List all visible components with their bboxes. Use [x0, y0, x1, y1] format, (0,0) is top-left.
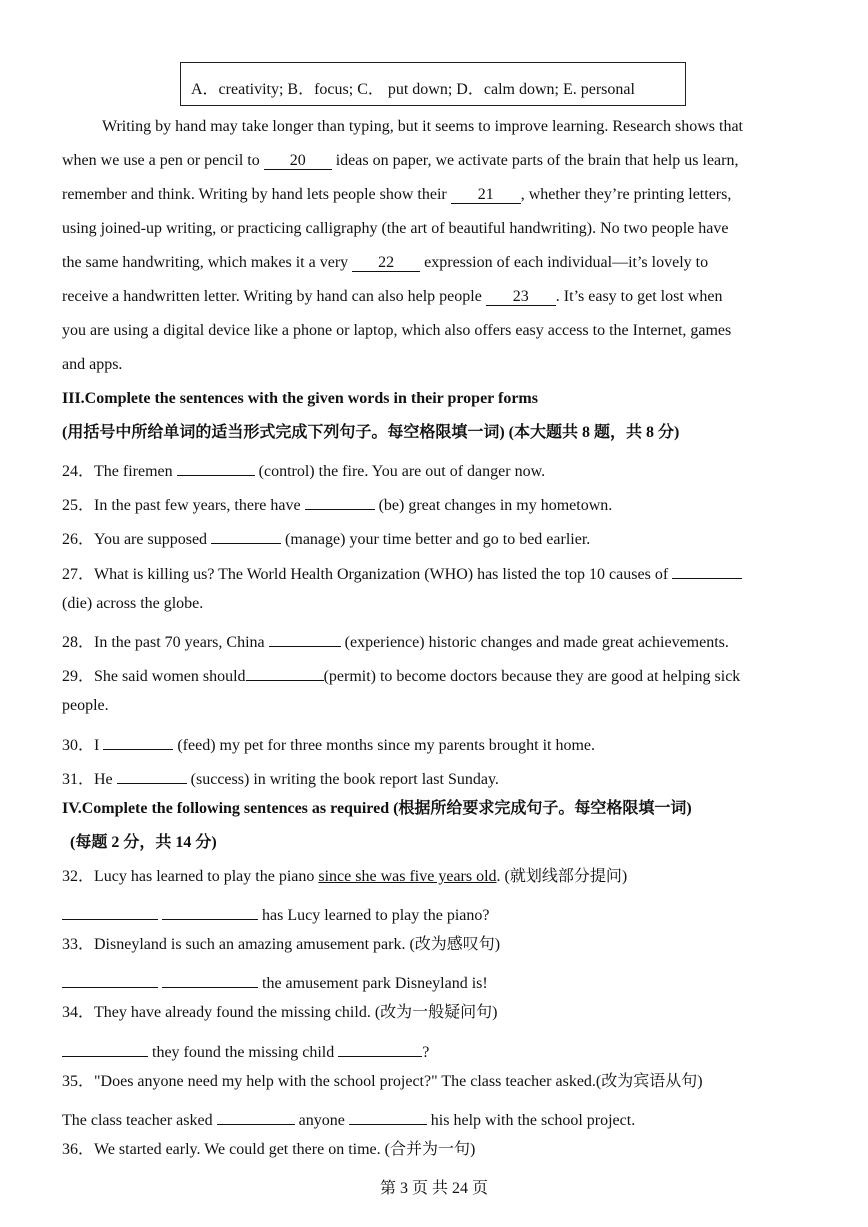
section-3-subtitle: (用括号中所给单词的适当形式完成下列句子。每空格限填一词) (本大题共 8 题，共 8 分): [62, 424, 680, 441]
answer-blank[interactable]: [338, 1038, 422, 1057]
page-footer: 第 3 页 共 24 页: [379, 1180, 488, 1197]
passage-line: remember and think. Writing by hand lets people show their 21 , whether they’re printing letters,: [62, 186, 732, 203]
answer-blank[interactable]: [103, 731, 173, 750]
answer-blank[interactable]: [217, 1106, 295, 1125]
answer-blank[interactable]: [62, 1038, 148, 1057]
question-31: 31．He (success) in writing the book report last Sunday.: [62, 765, 499, 790]
passage-line: using joined-up writing, or practicing calligraphy (the art of beautiful handwriting). No two people have: [62, 220, 729, 237]
passage-line: and apps.: [62, 356, 123, 373]
options-box: [180, 62, 686, 106]
answer-blank[interactable]: [305, 491, 375, 510]
section-3-title: III.Complete the sentences with the given words in their proper forms: [62, 390, 538, 407]
underlined-phrase: since she was five years old: [318, 868, 497, 885]
answer-blank[interactable]: [672, 560, 742, 579]
answer-blank[interactable]: [246, 662, 324, 681]
blank-21[interactable]: 21: [451, 185, 521, 204]
answer-blank[interactable]: [62, 969, 158, 988]
question-32-answer: has Lucy learned to play the piano?: [62, 901, 489, 926]
passage-line: receive a handwritten letter. Writing by hand can also help people 23 . It’s easy to get lost when: [62, 288, 723, 305]
passage-line: you are using a digital device like a phone or laptop, which also offers easy access to the Internet, games: [62, 322, 732, 339]
question-35-answer: The class teacher asked anyone his help with the school project.: [62, 1106, 635, 1131]
blank-22[interactable]: 22: [352, 253, 420, 272]
passage-line: the same handwriting, which makes it a very 22 expression of each individual—it’s lovely to: [62, 254, 709, 271]
question-26: 26．You are supposed (manage) your time better and go to bed earlier.: [62, 525, 590, 550]
question-24: 24．The firemen (control) the fire. You are out of danger now.: [62, 457, 545, 482]
answer-blank[interactable]: [117, 765, 187, 784]
answer-blank[interactable]: [211, 525, 281, 544]
answer-blank[interactable]: [177, 457, 255, 476]
question-34: 34．They have already found the missing child. (改为一般疑问句): [62, 1004, 498, 1021]
question-32: 32．Lucy has learned to play the piano since she was five years old. (就划线部分提问): [62, 868, 628, 885]
question-29: 29．She said women should (permit) to become doctors because they are good at helping sick: [62, 662, 740, 687]
question-25: 25．In the past few years, there have (be) great changes in my hometown.: [62, 491, 612, 516]
passage-line: Writing by hand may take longer than typing, but it seems to improve learning. Research shows that: [102, 118, 743, 135]
answer-blank[interactable]: [62, 901, 158, 920]
answer-blank[interactable]: [349, 1106, 427, 1125]
question-34-answer: they found the missing child ?: [62, 1038, 429, 1063]
blank-20[interactable]: 20: [264, 151, 332, 170]
options-text: A．creativity; B．focus; C． put down; D．calm down; E. personal: [191, 81, 635, 98]
question-28: 28．In the past 70 years, China (experience) historic changes and made great achievements.: [62, 628, 729, 653]
question-36: 36．We started early. We could get there on time. (合并为一句): [62, 1141, 476, 1158]
answer-blank[interactable]: [162, 969, 258, 988]
section-4-subtitle: (每题 2 分，共 14 分): [70, 834, 217, 851]
passage-line: when we use a pen or pencil to 20 ideas on paper, we activate parts of the brain that help us learn,: [62, 152, 739, 169]
blank-23[interactable]: 23: [486, 287, 556, 306]
question-30: 30．I (feed) my pet for three months since my parents brought it home.: [62, 731, 595, 756]
answer-blank[interactable]: [162, 901, 258, 920]
question-35: 35．"Does anyone need my help with the school project?" The class teacher asked.(改为宾语从句): [62, 1073, 703, 1090]
question-33: 33．Disneyland is such an amazing amusement park. (改为感叹句): [62, 936, 501, 953]
section-4-title: IV.Complete the following sentences as required (根据所给要求完成句子。每空格限填一词): [62, 800, 692, 817]
question-33-answer: the amusement park Disneyland is!: [62, 969, 488, 994]
answer-blank[interactable]: [269, 628, 341, 647]
question-27: 27．What is killing us? The World Health Organization (WHO) has listed the top 10 causes of: [62, 560, 742, 585]
question-29-cont: people.: [62, 697, 109, 714]
question-27-cont: (die) across the globe.: [62, 595, 204, 612]
